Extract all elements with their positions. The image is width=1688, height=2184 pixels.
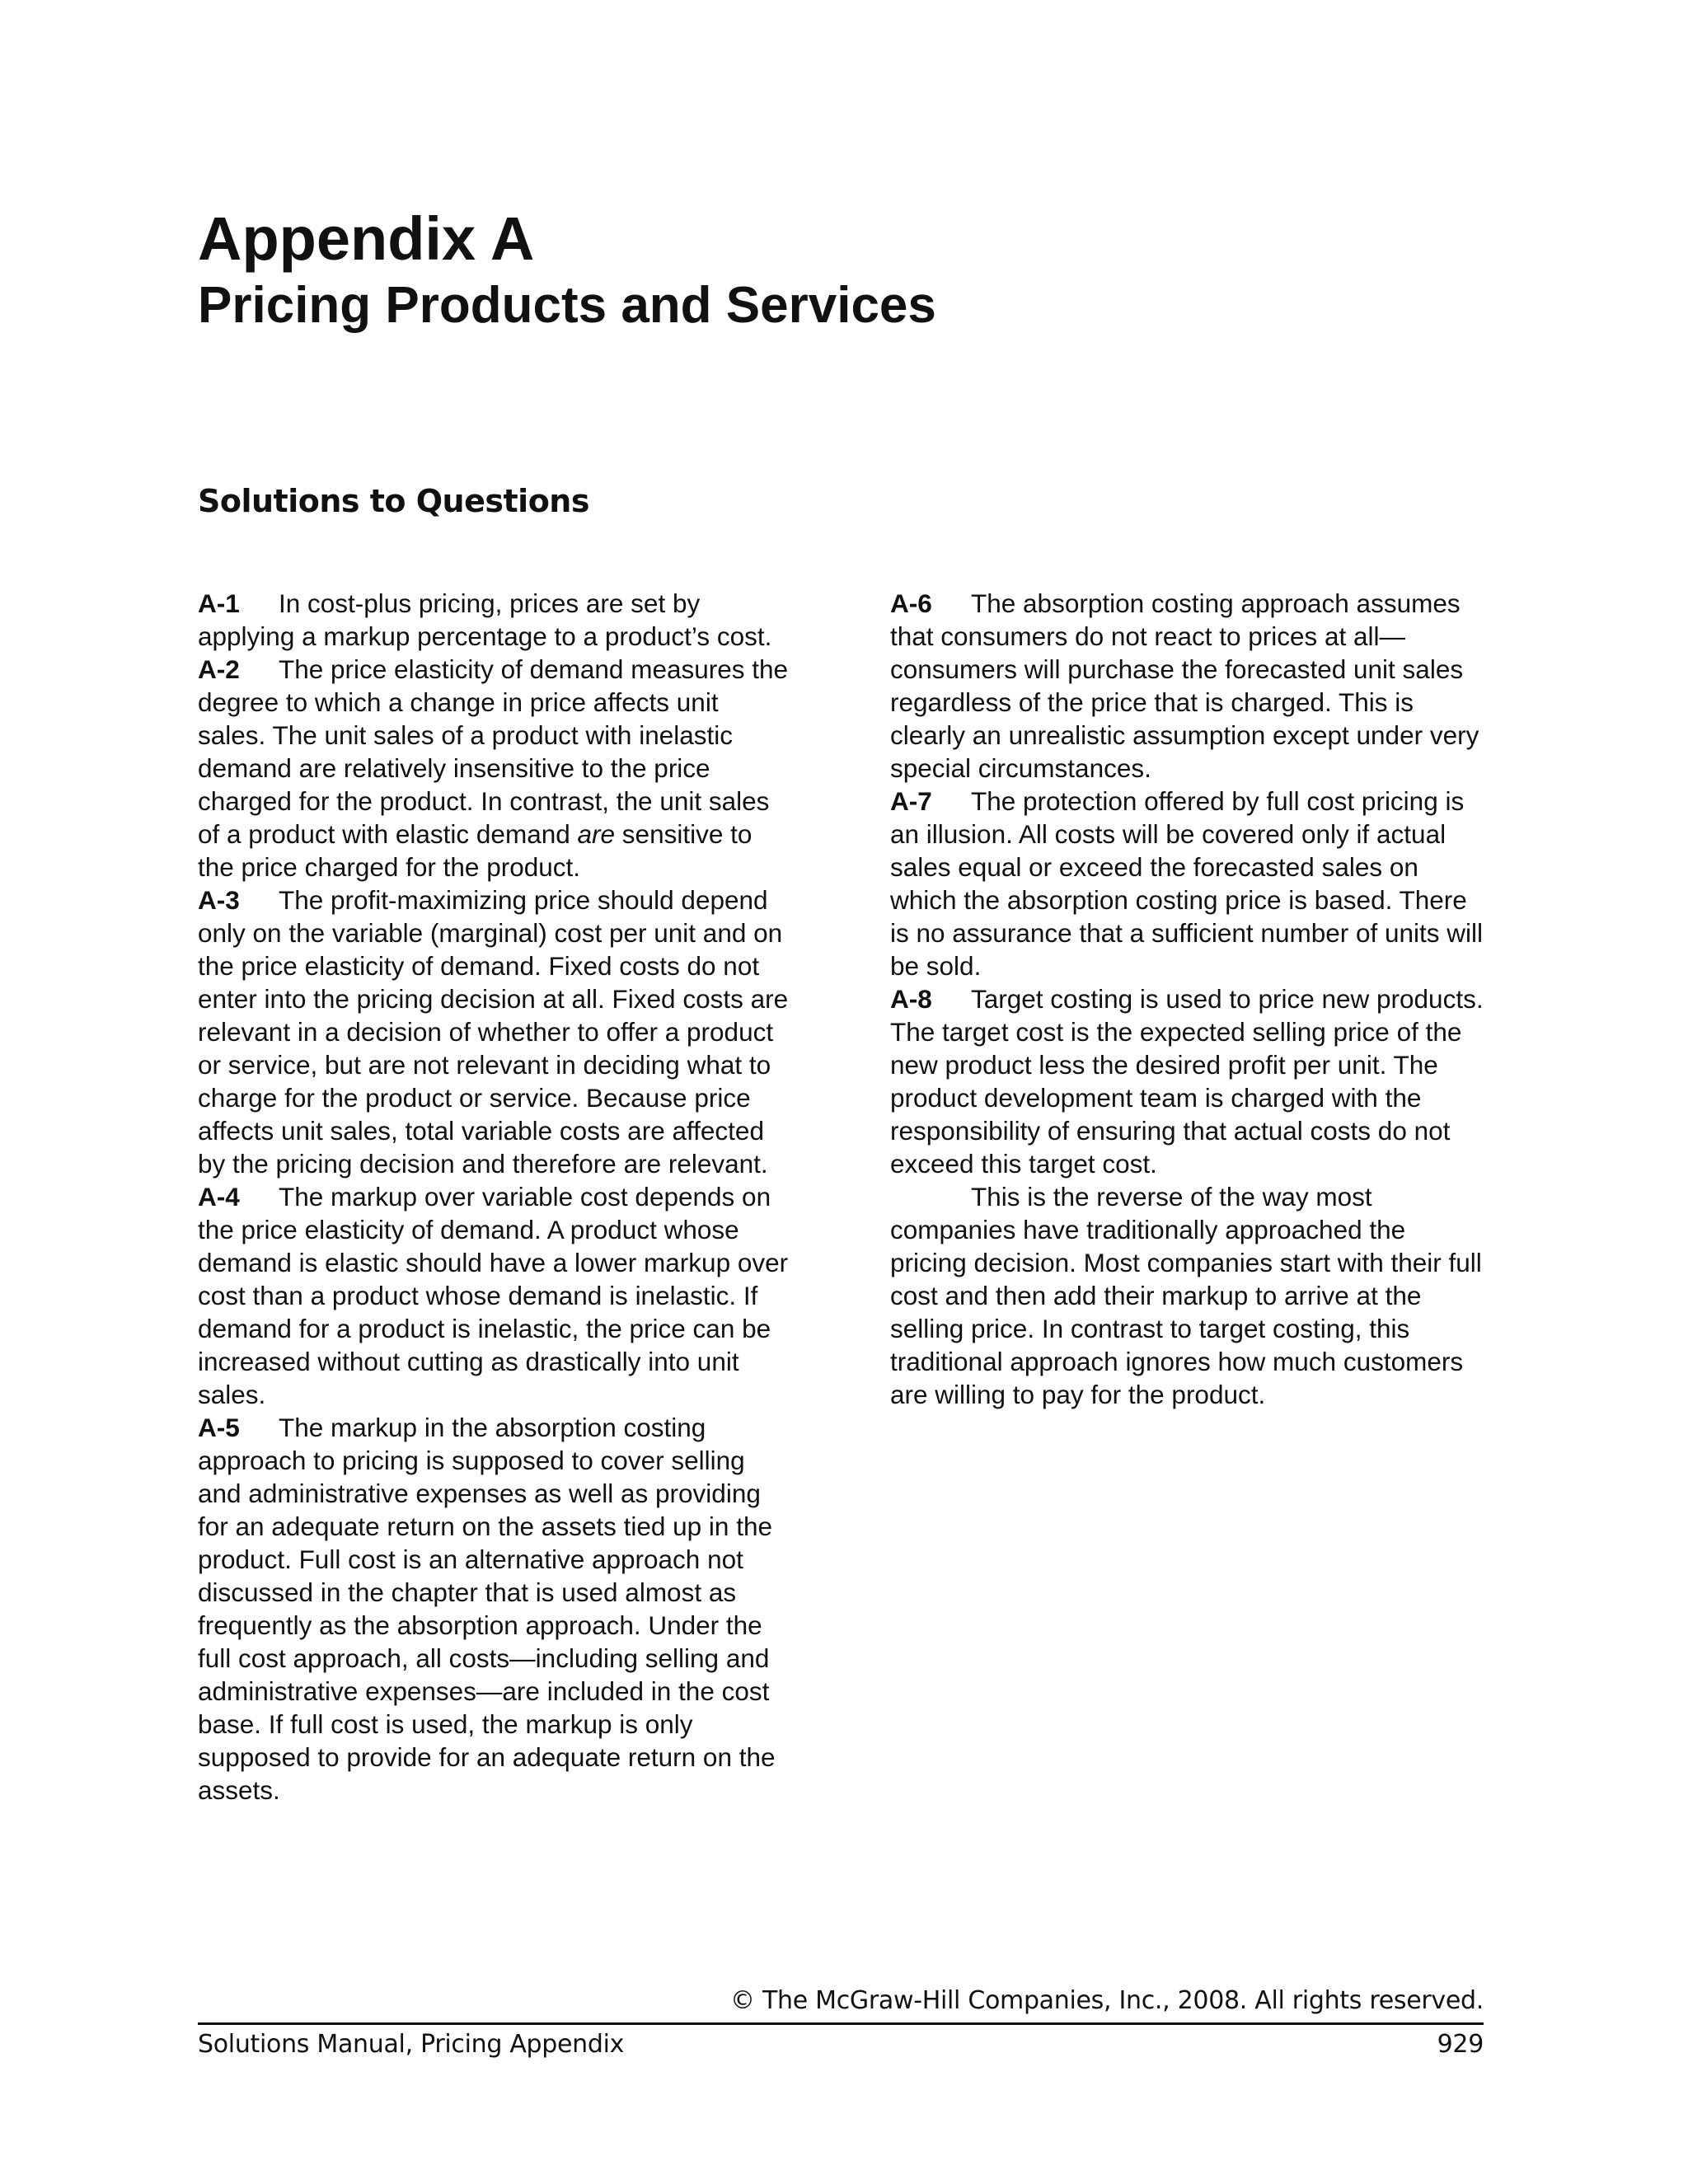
- answer-text: The protection offered by full cost pricing is an illusion. All costs will be covered only if actual sales equal or exceed the forecasted sales on which the absorption costing price is based. There is no assurance that a sufficient number of units will be sold.: [890, 786, 1484, 981]
- answer-label: A-6: [890, 588, 932, 618]
- section-heading: Solutions to Questions: [198, 483, 589, 519]
- appendix-title: Appendix A: [198, 204, 535, 273]
- answer-label: A-4: [198, 1182, 240, 1212]
- answer-label: A-8: [890, 984, 932, 1014]
- answer-text: The markup in the absorption costing approach to pricing is supposed to cover selling and administrative expenses as well as providing for an adequate return on the assets tied up in the product. Full cost is an alternative approach not discussed in the chapter that is used almost as frequently as the absorption approach. Under the full cost approach, all costs—including selling and administrative expenses—are included in the cost base. If full cost is used, the markup is only supposed to provide for an adequate return on the assets.: [198, 1413, 776, 1805]
- answer-label: A-1: [198, 588, 240, 618]
- footer-divider: [198, 2022, 1484, 2025]
- answer-a4: [198, 1180, 791, 1411]
- answer-text-continued: sensitive to the price charged for the product.: [198, 819, 753, 882]
- answer-a6: [890, 587, 1484, 785]
- answer-emphasis: are: [577, 819, 616, 849]
- footer-book-title: Solutions Manual, Pricing Appendix: [198, 2030, 625, 2059]
- answer-text: The profit-maximizing price should depend only on the variable (marginal) cost per unit and on the price elasticity of demand. Fixed costs do not enter into the pricing decision at all. Fixed costs are relevant in a decision of whether to offer a product or service, but are not relevant in deciding what to charge for the product or service. Because price affects unit sales, total variable costs are affected by the pricing decision and therefore are relevant.: [198, 885, 789, 1179]
- answer-paragraph: This is the reverse of the way most companies have traditionally approached the pricing decision. Most companies start with their full cost and then add their markup to arrive at the selling price. In contrast to target costing, this traditional approach ignores how much customers are willing to pay for the product.: [890, 1182, 1482, 1409]
- right-column: [890, 587, 1484, 1411]
- answer-label: A-3: [198, 885, 240, 915]
- footer-bottom: [198, 2028, 1484, 2061]
- page-footer: [198, 1985, 1484, 2061]
- answer-text: The markup over variable cost depends on the price elasticity of demand. A product whose demand is elastic should have a lower markup over cost than a product whose demand is inelastic. If demand for a product is inelastic, the price can be increased without cutting as drastically into unit sales.: [198, 1182, 789, 1409]
- answer-a2: [198, 653, 791, 883]
- answer-text: The absorption costing approach assumes that consumers do not react to prices at all—consumers will purchase the forecasted unit sales regardless of the price that is charged. This is clearly an unrealistic assumption except under very special circumstances.: [890, 588, 1479, 783]
- answer-a3: [198, 883, 791, 1180]
- answer-a5: [198, 1411, 791, 1807]
- answer-a1: [198, 587, 791, 653]
- answer-label: A-5: [198, 1413, 240, 1442]
- answer-text: The price elasticity of demand measures the degree to which a change in price affects unit sales. The unit sales of a product with inelastic demand are relatively insensitive to the price charged for the product. In contrast, the unit sales of a product with elastic demand: [198, 654, 789, 849]
- page-heading: [198, 206, 1517, 336]
- appendix-subtitle: Pricing Products and Services: [198, 277, 936, 334]
- left-column: [198, 587, 791, 1807]
- answer-label: A-7: [890, 786, 932, 816]
- page-number: 929: [1437, 2030, 1484, 2059]
- copyright-notice: © The McGraw-Hill Companies, Inc., 2008. All rights reserved.: [730, 1986, 1484, 2015]
- answer-a7: [890, 785, 1484, 982]
- answer-a8: [890, 982, 1484, 1411]
- answer-text: In cost-plus pricing, prices are set by applying a markup percentage to a product’s cost.: [198, 588, 772, 651]
- answer-label: A-2: [198, 654, 240, 684]
- answer-text: Target costing is used to price new products. The target cost is the expected selling price of the new product less the desired profit per unit. The product development team is charged with the responsibility of ensuring that actual costs do not exceed this target cost.: [890, 984, 1484, 1179]
